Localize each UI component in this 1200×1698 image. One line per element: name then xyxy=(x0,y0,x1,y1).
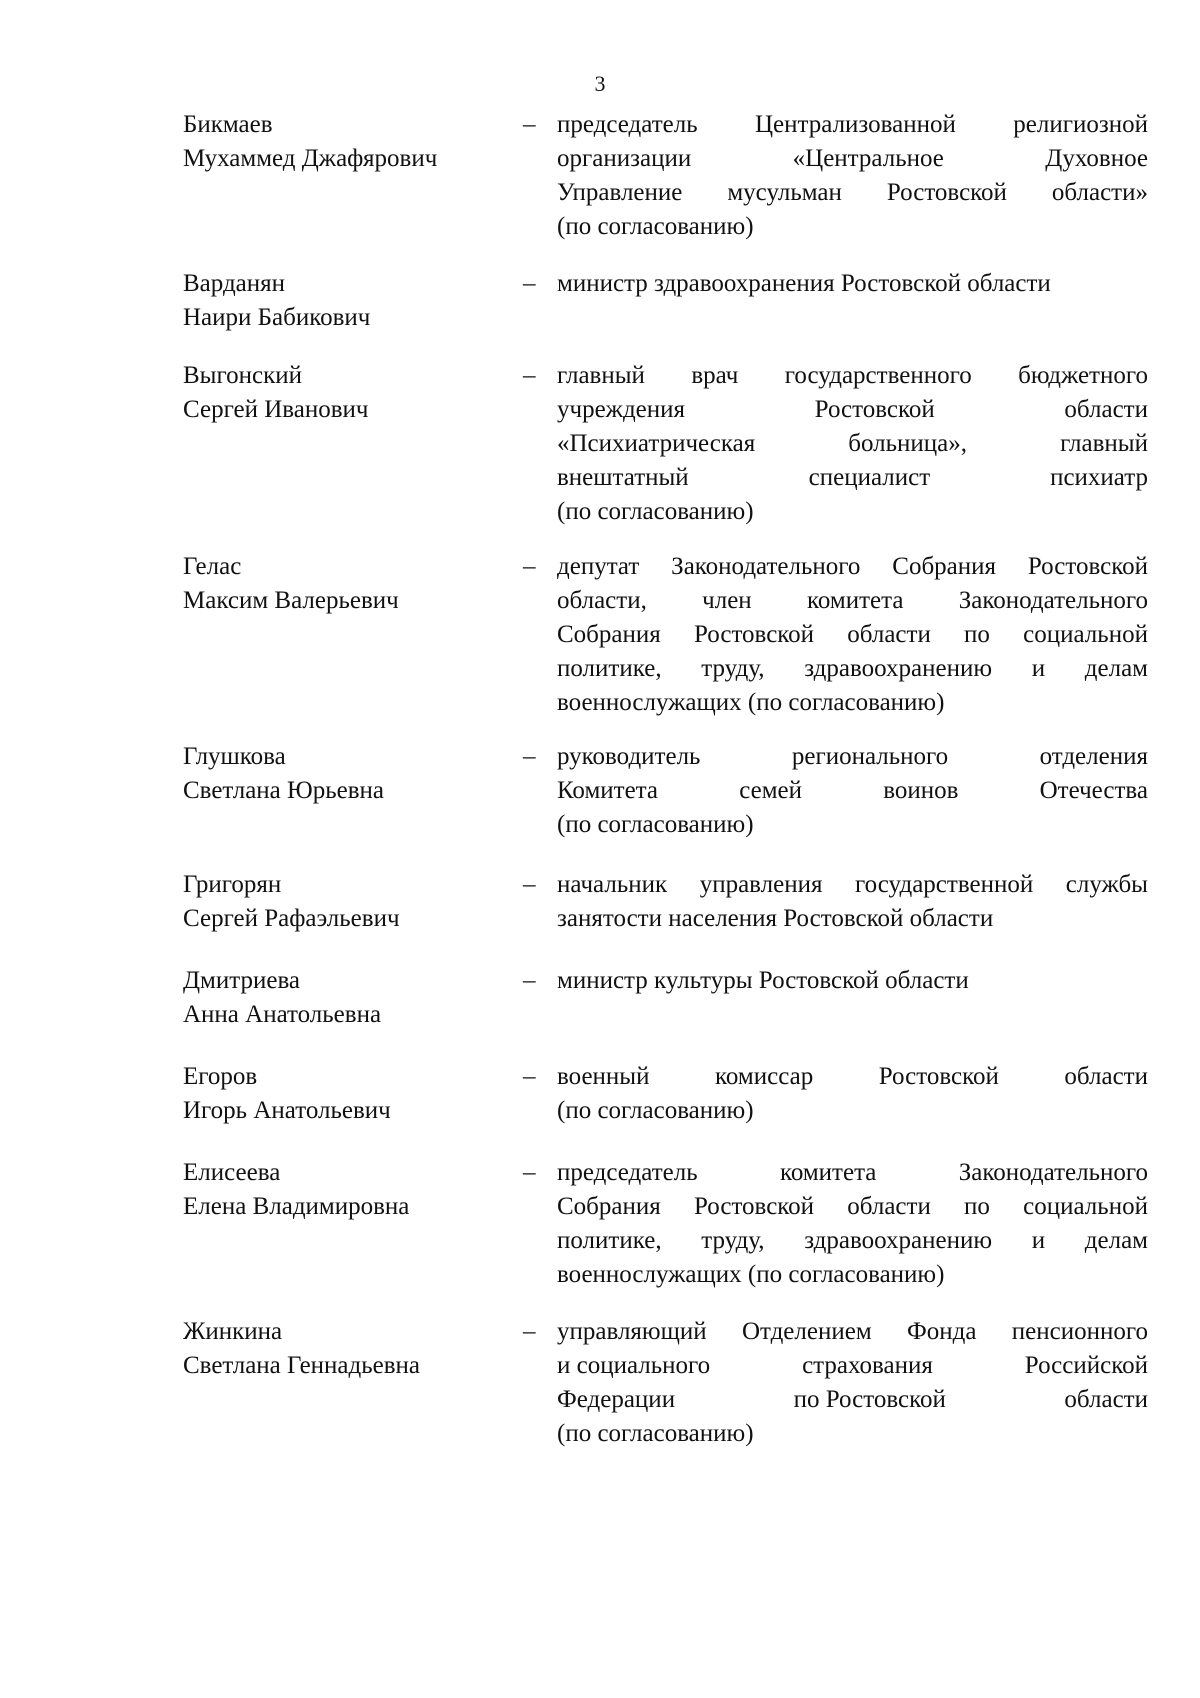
role-word: комиссар xyxy=(715,1063,814,1090)
role-word: организации xyxy=(557,145,692,172)
member-given-names: Мухаммед Джафярович xyxy=(183,145,438,172)
member-surname: Выгонский xyxy=(183,362,302,389)
role-word: главный xyxy=(557,362,645,389)
role-word: военный xyxy=(557,1063,650,1090)
role-word: здравоохранению xyxy=(804,655,993,682)
role-line xyxy=(557,1060,1148,1094)
member-given-names: Светлана Геннадьевна xyxy=(183,1352,421,1379)
role-word: области xyxy=(847,621,931,648)
role-word: Ростовской xyxy=(1027,553,1148,580)
member-name xyxy=(183,740,513,808)
role-line xyxy=(557,393,1148,427)
role-word: комитета xyxy=(806,587,904,614)
role-word: семей xyxy=(739,777,803,804)
dash-separator: – xyxy=(523,967,536,994)
role-word: Управление xyxy=(557,179,683,206)
member-role xyxy=(557,108,1148,244)
role-word: «Центральное xyxy=(792,145,944,172)
role-line xyxy=(557,359,1148,393)
role-word: Законодательного xyxy=(671,553,861,580)
role-line xyxy=(557,550,1148,584)
dash-separator: – xyxy=(523,871,536,898)
role-word: политике, xyxy=(557,655,662,682)
member-surname: Бикмаев xyxy=(183,111,273,138)
role-word: председатель xyxy=(557,1159,698,1186)
role-word: Ростовской xyxy=(878,1063,999,1090)
member-surname: Дмитриева xyxy=(183,967,301,994)
role-word: политике, xyxy=(557,1227,662,1254)
role-word: делам xyxy=(1084,655,1148,682)
member-surname: Варданян xyxy=(183,270,286,297)
role-line xyxy=(557,142,1148,176)
dash-separator: – xyxy=(523,270,536,297)
role-word: врач xyxy=(691,362,739,389)
dash-separator: – xyxy=(523,553,536,580)
member-name xyxy=(183,1156,513,1224)
member-role xyxy=(557,868,1148,936)
member-given-names: Максим Валерьевич xyxy=(183,587,399,614)
member-name xyxy=(183,1060,513,1128)
role-word: «Психиатрическая xyxy=(557,430,756,457)
role-word: Законодательного xyxy=(958,1159,1148,1186)
role-line xyxy=(557,461,1148,495)
role-word: по Ростовской xyxy=(793,1386,946,1413)
member-name xyxy=(183,108,513,176)
role-word: председатель xyxy=(557,111,698,138)
role-word: воинов xyxy=(883,777,959,804)
role-line xyxy=(557,584,1148,618)
role-word: страхования xyxy=(802,1352,933,1379)
role-word: Отечества xyxy=(1039,777,1148,804)
member-name xyxy=(183,359,513,427)
role-word: регионального xyxy=(791,743,949,770)
role-word: пенсионного xyxy=(1011,1318,1148,1345)
member-given-names: Игорь Анатольевич xyxy=(183,1097,391,1124)
member-surname: Григорян xyxy=(183,871,282,898)
member-role xyxy=(557,740,1148,842)
member-role xyxy=(557,1156,1148,1292)
member-given-names: Светлана Юрьевна xyxy=(183,777,385,804)
dash-separator: – xyxy=(523,1159,536,1186)
member-name xyxy=(183,868,513,936)
dash-separator: – xyxy=(523,743,536,770)
role-word: области xyxy=(1064,1063,1148,1090)
role-line: (по согласованию) xyxy=(557,498,754,525)
role-word: Российской xyxy=(1024,1352,1148,1379)
member-role xyxy=(557,550,1148,720)
role-line xyxy=(557,1156,1148,1190)
role-word: отделения xyxy=(1039,743,1148,770)
dash-separator: – xyxy=(523,362,536,389)
role-word: начальник xyxy=(557,871,668,898)
role-line xyxy=(557,1383,1148,1417)
member-role xyxy=(557,359,1148,529)
role-word: Собрания xyxy=(892,553,997,580)
role-word: депутат xyxy=(557,553,640,580)
member-given-names: Наири Бабикович xyxy=(183,304,371,331)
role-line: министр здравоохранения Ростовской области xyxy=(557,270,1051,297)
role-word: Федерации xyxy=(557,1386,676,1413)
role-word: Ростовской xyxy=(814,396,935,423)
role-word: социальной xyxy=(1023,621,1148,648)
role-word: Духовное xyxy=(1045,145,1148,172)
role-line xyxy=(557,774,1148,808)
role-word: Собрания xyxy=(557,1193,661,1220)
role-word: специалист xyxy=(808,464,931,491)
role-word: области» xyxy=(1051,179,1148,206)
role-word: области xyxy=(1064,396,1148,423)
role-word: мусульман xyxy=(727,179,842,206)
member-surname: Жинкина xyxy=(183,1318,283,1345)
role-word: религиозной xyxy=(1013,111,1148,138)
role-line xyxy=(557,868,1148,902)
role-word: по xyxy=(964,621,990,648)
role-word: государственной xyxy=(855,871,1034,898)
role-line xyxy=(557,618,1148,652)
role-line xyxy=(557,176,1148,210)
role-word: Централизованной xyxy=(755,111,956,138)
role-line: (по согласованию) xyxy=(557,1097,754,1124)
member-name xyxy=(183,964,513,1032)
member-surname: Елисеева xyxy=(183,1159,281,1186)
member-given-names: Анна Анатольевна xyxy=(183,1001,382,1028)
member-given-names: Сергей Рафаэльевич xyxy=(183,905,400,932)
member-surname: Гелас xyxy=(183,553,242,580)
member-role xyxy=(557,964,1148,998)
member-name xyxy=(183,1315,513,1383)
member-role xyxy=(557,1315,1148,1451)
role-word: комитета xyxy=(779,1159,877,1186)
role-line xyxy=(557,1315,1148,1349)
role-word: и xyxy=(1031,1227,1046,1254)
role-line xyxy=(557,1224,1148,1258)
role-word: член xyxy=(702,587,752,614)
role-word: Отделением xyxy=(741,1318,872,1345)
role-line xyxy=(557,740,1148,774)
role-line: (по согласованию) xyxy=(557,213,754,240)
role-word: Собрания xyxy=(557,621,661,648)
role-line xyxy=(557,1349,1148,1383)
dash-separator: – xyxy=(523,111,536,138)
role-word: социальной xyxy=(1023,1193,1148,1220)
member-name xyxy=(183,550,513,618)
role-word: руководитель xyxy=(557,743,701,770)
dash-separator: – xyxy=(523,1063,536,1090)
role-word: психиатр xyxy=(1050,464,1148,491)
role-word: Комитета xyxy=(557,777,659,804)
role-word: Фонда xyxy=(906,1318,977,1345)
role-word: области xyxy=(847,1193,931,1220)
role-line: (по согласованию) xyxy=(557,1420,754,1447)
role-word: больница», xyxy=(848,430,968,457)
role-line: занятости населения Ростовской области xyxy=(557,905,994,932)
role-word: Законодательного xyxy=(958,587,1148,614)
role-word: и xyxy=(1031,655,1046,682)
role-word: труду, xyxy=(701,1227,765,1254)
member-name xyxy=(183,267,513,335)
role-line xyxy=(557,427,1148,461)
role-word: по xyxy=(964,1193,990,1220)
role-line xyxy=(557,1190,1148,1224)
role-word: учреждения xyxy=(557,396,686,423)
role-line xyxy=(557,108,1148,142)
role-word: и социального xyxy=(557,1352,711,1379)
member-role xyxy=(557,267,1148,301)
role-word: главный xyxy=(1060,430,1148,457)
role-line: военнослужащих (по согласованию) xyxy=(557,689,945,716)
role-word: области, xyxy=(557,587,647,614)
role-word: труду, xyxy=(701,655,765,682)
member-given-names: Сергей Иванович xyxy=(183,396,369,423)
role-word: Ростовской xyxy=(693,1193,815,1220)
role-line: (по согласованию) xyxy=(557,811,754,838)
role-word: государственного xyxy=(784,362,972,389)
page-number: 3 xyxy=(594,71,606,96)
role-word: делам xyxy=(1084,1227,1148,1254)
member-surname: Егоров xyxy=(183,1063,258,1090)
role-word: здравоохранению xyxy=(804,1227,993,1254)
member-given-names: Елена Владимировна xyxy=(183,1193,410,1220)
role-line: военнослужащих (по согласованию) xyxy=(557,1261,945,1288)
role-word: области xyxy=(1064,1386,1148,1413)
role-word: управления xyxy=(699,871,823,898)
role-word: внештатный xyxy=(557,464,689,491)
member-role xyxy=(557,1060,1148,1128)
member-surname: Глушкова xyxy=(183,743,286,770)
role-word: службы xyxy=(1065,871,1148,898)
role-word: бюджетного xyxy=(1018,362,1148,389)
role-line xyxy=(557,652,1148,686)
role-line: министр культуры Ростовской области xyxy=(557,967,969,994)
role-word: Ростовской xyxy=(886,179,1007,206)
role-word: управляющий xyxy=(557,1318,707,1345)
role-word: Ростовской xyxy=(693,621,815,648)
dash-separator: – xyxy=(523,1318,536,1345)
